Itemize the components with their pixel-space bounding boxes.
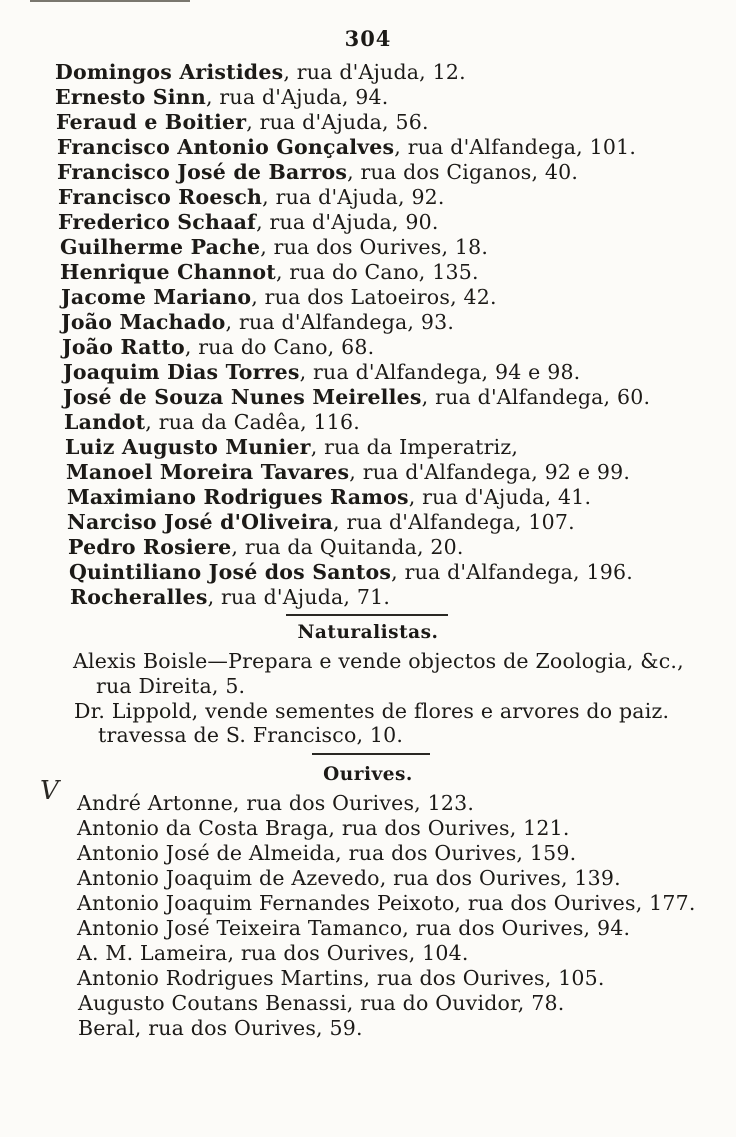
entry-name: João Ratto [62,335,185,359]
entry-name: Luiz Augusto Munier [65,435,311,459]
entry-name: Pedro Rosiere [68,535,232,559]
entry-name: Francisco Antonio Gonçalves [57,135,395,159]
ourives-entry: Antonio Joaquim de Azevedo, rua dos Ourives, 139. [77,866,621,890]
directory-entry: Narciso José d'Oliveira, rua d'Alfandega, 107. [67,510,575,534]
ourives-entry: Beral, rua dos Ourives, 59. [78,1016,363,1040]
entry-name: José de Souza Nunes Meirelles [63,385,422,409]
ourives-entry: Antonio da Costa Braga, rua dos Ourives, 121. [77,816,570,840]
directory-entry: Frederico Schaaf, rua d'Ajuda, 90. [58,210,439,234]
directory-entry: João Machado, rua d'Alfandega, 93. [61,310,455,334]
naturalista-entry: travessa de S. Francisco, 10. [98,723,404,747]
entry-name: Landot [64,410,146,434]
directory-entry: Guilherme Pache, rua dos Ourives, 18. [60,235,489,259]
entry-name: Maximiano Rodrigues Ramos [67,485,409,509]
directory-entry: Maximiano Rodrigues Ramos, rua d'Ajuda, 41. [67,485,592,509]
directory-entry: Francisco José de Barros, rua dos Ciganos, 40. [57,160,579,184]
entry-name: Rocheralles [70,585,208,609]
entry-name: Henrique Channot [60,260,276,284]
naturalista-entry: Alexis Boisle—Prepara e vende objectos de Zoologia, &c., [73,649,684,673]
naturalista-entry: Dr. Lippold, vende sementes de flores e arvores do paiz. [74,699,670,723]
directory-entry: Francisco Antonio Gonçalves, rua d'Alfandega, 101. [57,135,637,159]
ourives-entry: A. M. Lameira, rua dos Ourives, 104. [77,941,469,965]
directory-entry: Joaquim Dias Torres, rua d'Alfandega, 94 e 98. [63,360,581,384]
directory-entry: Pedro Rosiere, rua da Quitanda, 20. [68,535,464,559]
entry-name: Jacome Mariano [61,285,252,309]
entry-name: Joaquim Dias Torres [63,360,300,384]
section-title-ourives: Ourives. [323,764,413,785]
directory-entry: Manoel Moreira Tavares, rua d'Alfandega, 92 e 99. [66,460,631,484]
entry-name: Ernesto Sinn [55,85,206,109]
entry-name: João Machado [61,310,226,334]
section-title-naturalistas: Naturalistas. [297,622,439,643]
ourives-entry: Antonio Joaquim Fernandes Peixoto, rua dos Ourives, 177. [77,891,696,915]
directory-entry: Jacome Mariano, rua dos Latoeiros, 42. [61,285,497,309]
entry-name: Feraud e Boitier [56,110,247,134]
directory-entry: Rocheralles, rua d'Ajuda, 71. [70,585,391,609]
directory-entry: Domingos Aristides, rua d'Ajuda, 12. [55,60,466,84]
entry-name: Quintiliano José dos Santos [69,560,392,584]
entry-name: Frederico Schaaf [58,210,257,234]
directory-entry: Quintiliano José dos Santos, rua d'Alfandega, 196. [69,560,633,584]
directory-entry: João Ratto, rua do Cano, 68. [62,335,375,359]
section-rule [312,753,430,755]
ourives-entry: Antonio José de Almeida, rua dos Ourives, 159. [77,841,577,865]
entry-name: Narciso José d'Oliveira [67,510,334,534]
entry-name: Domingos Aristides [55,60,284,84]
handwritten-margin-mark: V [40,776,59,806]
entry-name: Guilherme Pache [60,235,261,259]
entry-name: Francisco Roesch [58,185,263,209]
directory-entry: Feraud e Boitier, rua d'Ajuda, 56. [56,110,429,134]
section-rule [286,614,448,616]
page-number: 304 [344,26,392,51]
ourives-entry: Antonio José Teixeira Tamanco, rua dos Ourives, 94. [77,916,631,940]
directory-entry: José de Souza Nunes Meirelles, rua d'Alfandega, 60. [63,385,651,409]
entry-name: Francisco José de Barros [57,160,348,184]
directory-entry: Luiz Augusto Munier, rua da Imperatriz, [65,435,519,459]
directory-entry: Francisco Roesch, rua d'Ajuda, 92. [58,185,445,209]
ourives-entry: Antonio Rodrigues Martins, rua dos Ourives, 105. [77,966,605,990]
directory-entry: Landot, rua da Cadêa, 116. [64,410,360,434]
directory-entry: Henrique Channot, rua do Cano, 135. [60,260,479,284]
ourives-entry: André Artonne, rua dos Ourives, 123. [77,791,475,815]
ourives-entry: Augusto Coutans Benassi, rua do Ouvidor, 78. [78,991,565,1015]
entry-name: Manoel Moreira Tavares [66,460,350,484]
directory-entry: Ernesto Sinn, rua d'Ajuda, 94. [55,85,389,109]
naturalista-entry: rua Direita, 5. [96,674,246,698]
